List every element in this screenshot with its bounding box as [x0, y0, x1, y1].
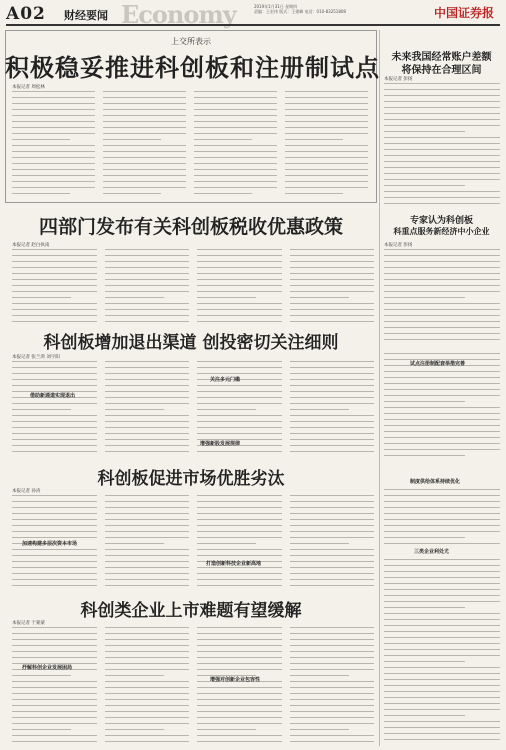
article-4-body [384, 244, 500, 344]
side-subhead-1: 试点注册制配套举措完善 [410, 361, 466, 367]
article-1-headline: 积极稳妥推进科创板和注册制试点 [5, 54, 380, 82]
article-4-headline-2: 科重点服务新经济中小企业 [393, 227, 490, 236]
article-7-byline: 本报记者 于蒙蒙 [12, 621, 45, 626]
section-name-en: Economy [121, 0, 236, 29]
article-5-byline: 本报记者 张兰鸿 刘宇阳 [12, 355, 60, 360]
article-5-subhead-1: 借助新通道实现退出 [30, 393, 76, 399]
article-7-subhead-2: 增强对创新企业包容性 [210, 677, 261, 683]
article-6-headline: 科创板促进市场优胜劣汰 [97, 469, 285, 489]
article-3-body [12, 244, 374, 322]
newspaper-logo: 中国证券报 [433, 6, 494, 20]
article-7-headline: 科创类企业上市难题有望缓解 [80, 601, 302, 621]
article-4-byline: 本报记者 彭扬 [384, 243, 413, 248]
section-name: 财经要闻 [64, 9, 108, 22]
page-code: A02 [6, 4, 46, 24]
header-rule [6, 24, 500, 26]
article-1-byline: 本报记者 周松林 [12, 85, 45, 90]
side-body-2 [384, 484, 500, 544]
article-2-body [384, 78, 500, 208]
article-1-kicker: 上交所表示 [171, 37, 211, 46]
article-3-byline: 本报记者 赵白执南 [12, 243, 50, 248]
article-2-byline: 本报记者 彭扬 [384, 77, 413, 82]
header-date: 2019年1月31日 星期四 [254, 4, 298, 9]
header-editors: 责编：王宏伟 版式：王建峰 电话：010-83251808 [254, 9, 346, 14]
article-1-body [12, 86, 368, 198]
article-2-headline-1: 未来我国经常账户差额 [391, 52, 492, 63]
article-2-headline-2: 将保持在合理区间 [401, 65, 482, 76]
column-divider [379, 30, 380, 746]
article-5-headline: 科创板增加退出渠道 创投密切关注细则 [43, 333, 339, 353]
article-7-body [12, 622, 374, 746]
article-5-subhead-2: 关注多元门槛 [210, 377, 241, 383]
article-6-subhead-2: 打造创新科技企业新高地 [206, 561, 262, 567]
side-body-3 [384, 554, 500, 744]
article-4-headline-1: 专家认为科创板 [409, 216, 473, 226]
side-subhead-3: 三类企业利处尤 [414, 549, 450, 555]
article-5-body [12, 356, 374, 456]
article-7-subhead-1: 抒解科创企业发展困局 [22, 665, 73, 671]
side-subhead-2: 制度供给体系持续优化 [410, 479, 461, 485]
article-6-byline: 本报记者 孙涛 [12, 489, 41, 494]
article-6-subhead-1: 加速构建多层次资本市场 [22, 541, 78, 547]
header-info [254, 4, 374, 14]
article-5-subhead-3: 增强新股发展规律 [200, 441, 241, 447]
article-3-headline: 四部门发布有关科创板税收优惠政策 [38, 216, 343, 238]
page-header [0, 0, 506, 29]
